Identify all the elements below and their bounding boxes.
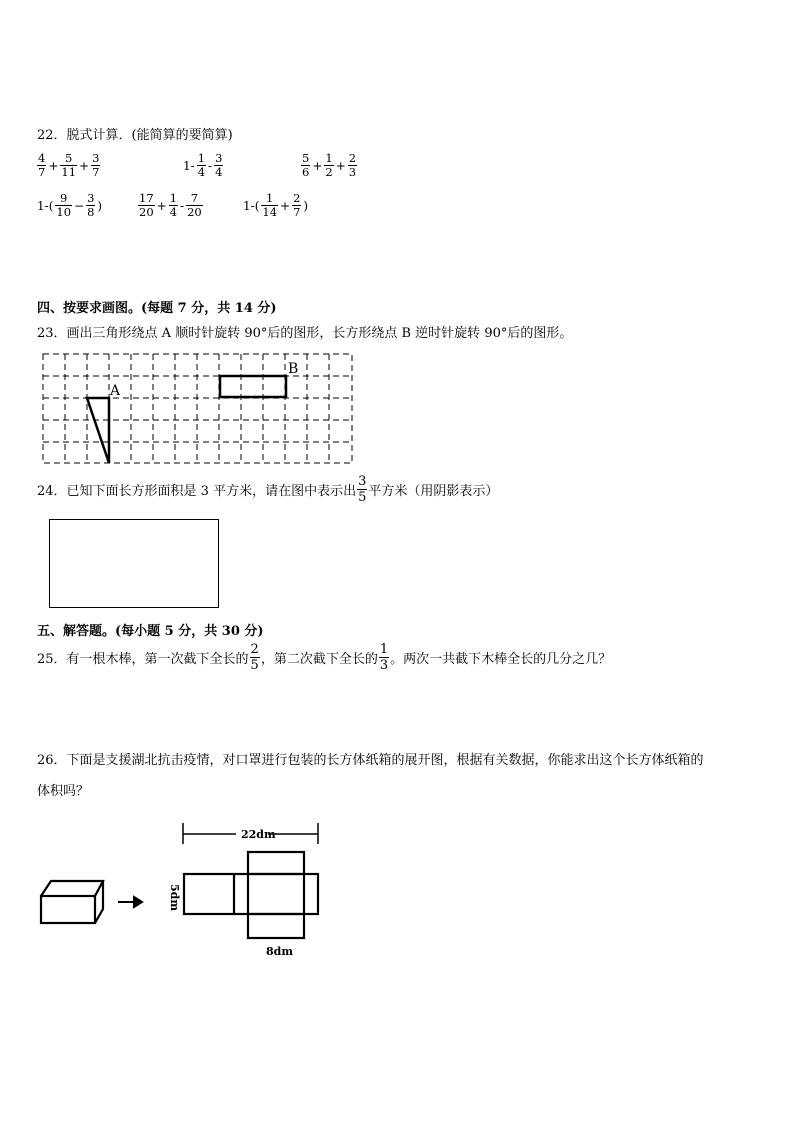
width-label: 8dm [266,945,293,958]
length-label: 22dm [241,828,276,841]
box-net [184,852,318,938]
height-label: 5dm [168,884,181,911]
q24-text: 24．已知下面长方形面积是 3 平方米，请在图中表示出 $\frac{3}{5}$ 平方米（用阴影表示） [37,474,499,505]
point-b-label: B [288,361,299,377]
q25-text: 25．有一根木棒，第一次截下全长的 $\frac{2}{5}$ ，第二次截下全长的 $\frac{1}{3}$ 。两次一共截下木棒全长的几分之几？ [37,642,612,673]
box-3d-icon [41,881,103,923]
q22-expression-4: 1-( $\frac{9}{10}$ − $\frac{3}{8}$ ) [37,191,103,219]
q22-title: 22．脱式计算．(能简算的要简算) [37,128,233,143]
arrow-right-icon [118,897,142,907]
section-5-title: 五、解答题。(每小题 5 分，共 30 分) [37,624,264,639]
section-4-title: 四、按要求画图。(每题 7 分，共 14 分) [37,301,277,316]
q23-grid-figure [0,0,794,480]
rectangle-shape [220,376,286,397]
q22-expression-3: $\frac{5}{6}$ + $\frac{1}{2}$ + $\frac{2}{3}$ [302,151,357,179]
q26-line-2: 体积吗？ [37,784,90,799]
q22-expression-2: 1- $\frac{1}{4}$ - $\frac{3}{4}$ [183,151,223,179]
q26-line-1: 26．下面是支援湖北抗击疫情，对口罩进行包装的长方体纸箱的展开图，根据有关数据，你能求出这个长方体纸箱的 [37,753,704,768]
triangle-shape [87,398,109,463]
q26-box-net-figure [0,810,794,970]
point-a-label: A [110,383,121,399]
q22-expression-5: $\frac{17}{20}$ + $\frac{1}{4}$ - $\frac{7}{20}$ [139,191,202,219]
q23-text: 23．画出三角形绕点 A 顺时针旋转 90°后的图形，长方形绕点 B 逆时针旋转 90°后的图形。 [37,326,573,341]
q22-expression-1: $\frac{4}{7}$ + $\frac{5}{11}$ + $\frac{3}{7}$ [38,151,100,179]
q24-rectangle[interactable] [49,519,219,608]
q22-expression-6: 1-( $\frac{1}{14}$ + $\frac{2}{7}$ ) [243,191,309,219]
